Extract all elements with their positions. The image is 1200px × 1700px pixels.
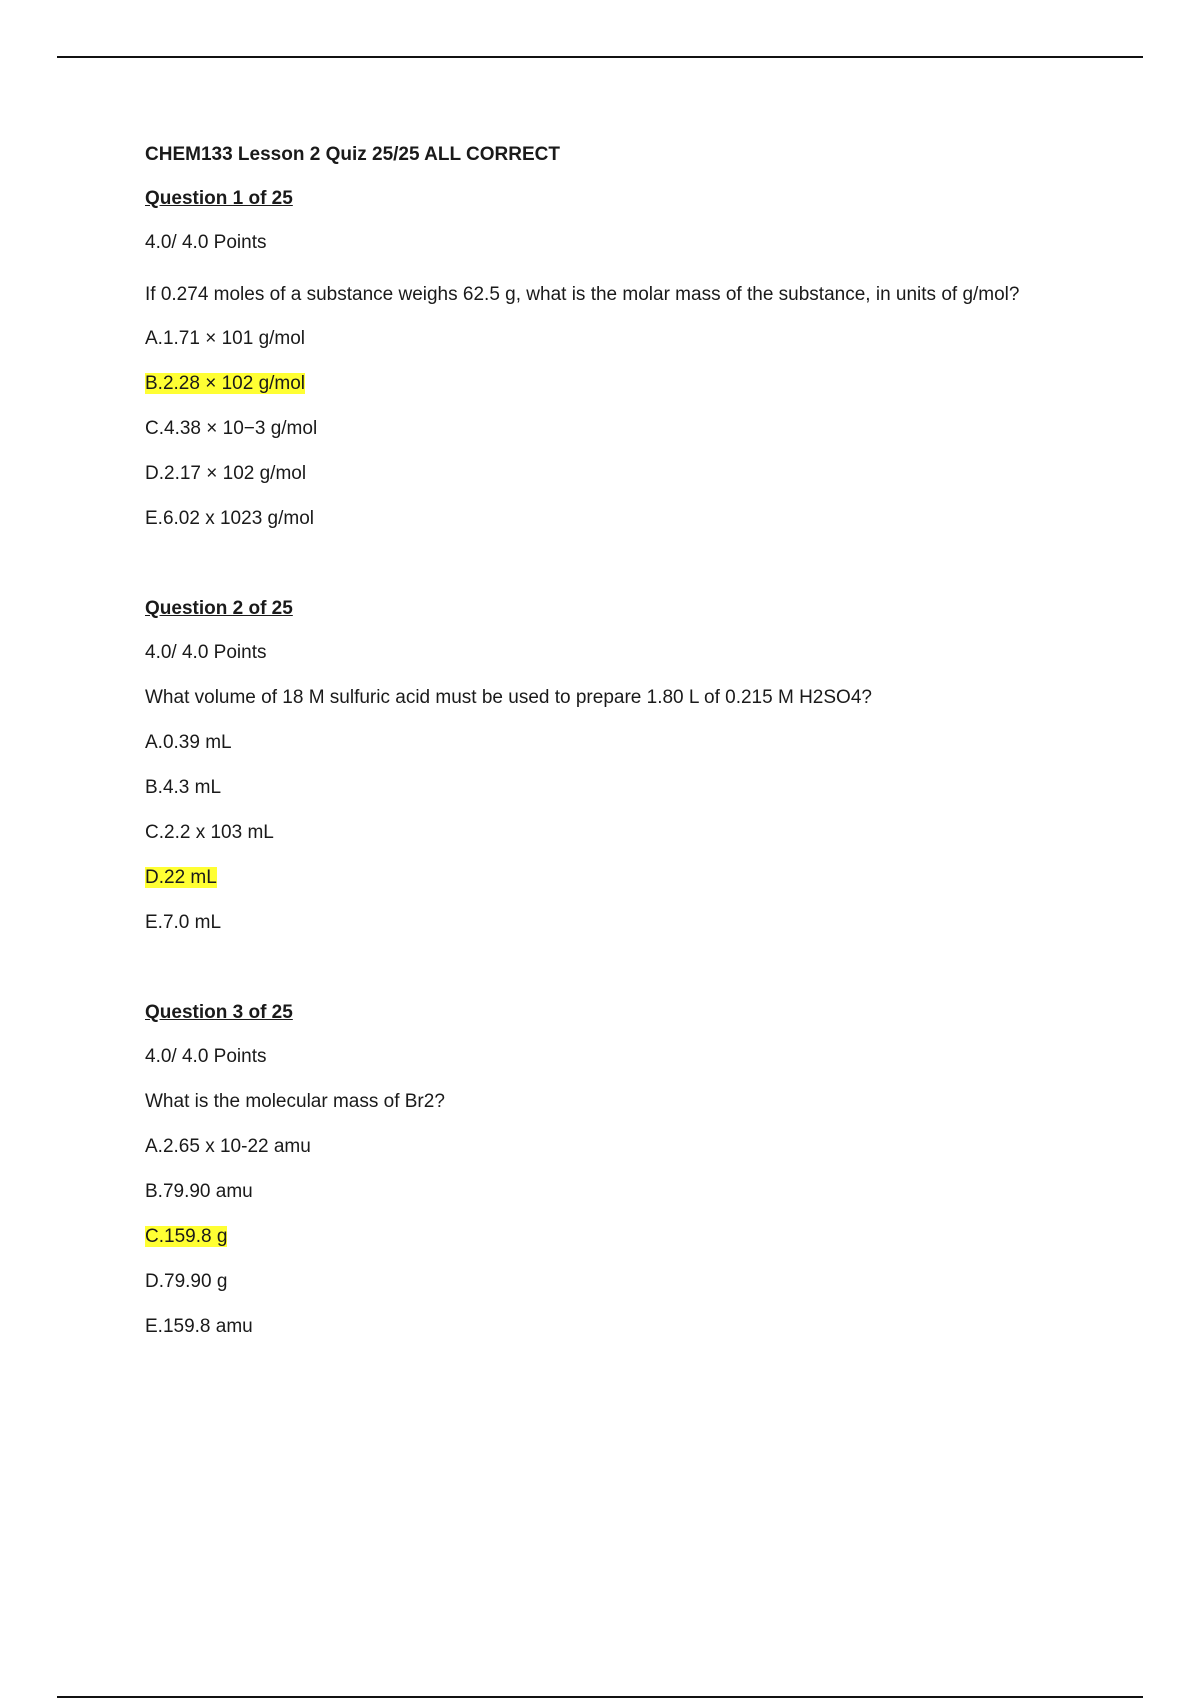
- answer-option: [145, 414, 1045, 444]
- answer-option-label: C.4.38 × 10−3 g/mol: [145, 418, 318, 439]
- answer-option-label: C.159.8 g: [145, 1226, 228, 1247]
- answer-option: [145, 324, 1045, 354]
- question-points: 4.0/ 4.0 Points: [145, 642, 267, 663]
- answer-option: [145, 908, 1045, 938]
- answer-option-label: E.159.8 amu: [145, 1316, 253, 1337]
- answer-option: [145, 773, 1045, 803]
- header-rule: [57, 56, 1143, 58]
- answer-option-correct: [145, 369, 1045, 399]
- question-block: [145, 594, 1045, 938]
- document-title: CHEM133 Lesson 2 Quiz 25/25 ALL CORRECT: [145, 144, 560, 165]
- question-text: What volume of 18 M sulfuric acid must be used to prepare 1.80 L of 0.215 M H2SO4?: [145, 687, 872, 708]
- answer-option: [145, 1177, 1045, 1207]
- answer-option: [145, 1312, 1045, 1342]
- answer-option-correct: [145, 863, 1045, 893]
- footer-rule: [57, 1696, 1143, 1698]
- question-heading: Question 2 of 25: [145, 598, 293, 619]
- section-spacer: [145, 953, 1045, 998]
- answer-option-label: E.6.02 x 1023 g/mol: [145, 508, 314, 529]
- question-points: 4.0/ 4.0 Points: [145, 1046, 267, 1067]
- question-points: 4.0/ 4.0 Points: [145, 232, 267, 253]
- section-spacer: [145, 549, 1045, 594]
- answer-option: [145, 728, 1045, 758]
- answer-option-label: C.2.2 x 103 mL: [145, 822, 274, 843]
- question-heading: Question 1 of 25: [145, 188, 293, 209]
- answer-option-label: A.1.71 × 101 g/mol: [145, 328, 306, 349]
- answer-option-correct: [145, 1222, 1045, 1252]
- answer-option: [145, 504, 1045, 534]
- question-block: [145, 998, 1045, 1342]
- document-body: [145, 140, 1045, 1357]
- answer-option-label: B.4.3 mL: [145, 777, 222, 798]
- answer-option: [145, 1267, 1045, 1297]
- answer-option-label: B.79.90 amu: [145, 1181, 253, 1202]
- answer-option-label: D.79.90 g: [145, 1271, 228, 1292]
- question-text: What is the molecular mass of Br2?: [145, 1091, 445, 1112]
- answer-option-label: A.0.39 mL: [145, 732, 232, 753]
- answer-option: [145, 1132, 1045, 1162]
- question-text: If 0.274 moles of a substance weighs 62.5 g, what is the molar mass of the substance, in units of g/mol?: [145, 284, 1020, 305]
- answer-option-label: D.2.17 × 102 g/mol: [145, 463, 307, 484]
- answer-option: [145, 818, 1045, 848]
- question-heading: Question 3 of 25: [145, 1002, 293, 1023]
- answer-option-label: B.2.28 × 102 g/mol: [145, 373, 306, 394]
- answer-option-label: E.7.0 mL: [145, 912, 222, 933]
- answer-option: [145, 459, 1045, 489]
- answer-option-label: D.22 mL: [145, 867, 217, 888]
- question-block: [145, 184, 1045, 534]
- answer-option-label: A.2.65 x 10-22 amu: [145, 1136, 311, 1157]
